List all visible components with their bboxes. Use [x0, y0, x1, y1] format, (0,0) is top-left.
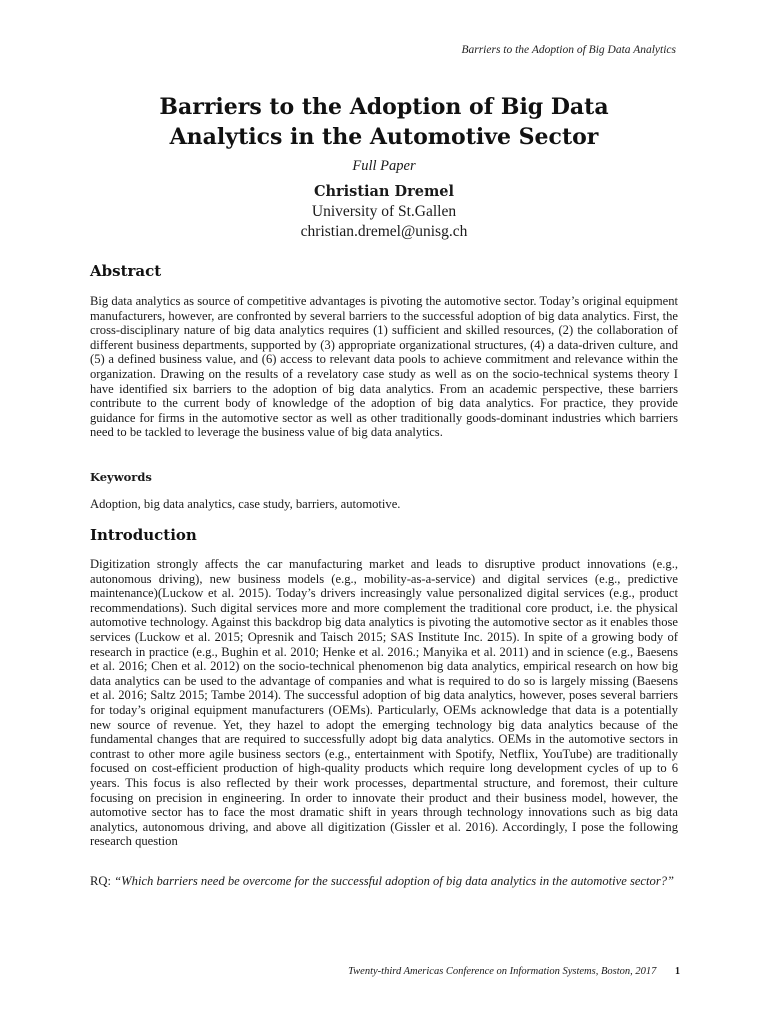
running-header: Barriers to the Adoption of Big Data Analytics [461, 44, 676, 56]
paper-title-line-1: Barriers to the Adoption of Big Data [159, 94, 609, 120]
research-question [90, 874, 678, 889]
author-email: christian.dremel@unisg.ch [300, 223, 468, 240]
author-block [80, 182, 688, 242]
paper-title-line-2: Analytics in the Automotive Sector [169, 124, 599, 150]
keywords-text: Adoption, big data analytics, case study, barriers, automotive. [90, 497, 401, 511]
author-affiliation: University of St.Gallen [311, 203, 457, 220]
rq-text: “Which barriers need be overcome for the successful adoption of big data analytics in the automotive sector?” [114, 874, 675, 888]
page-number: 1 [675, 966, 680, 977]
introduction-text: Digitization strongly affects the car manufacturing market and leads to disruptive product innovations (e.g., autonomous driving), new business models (e.g., mobility-as-a-service) and digital services (e.g., predictive maintenance)(Luckow et al. 2015). Today’s drivers increasingly value personalized digital services (e.g., product recommendations). Such digital services more and more complement the traditional core product, i.e. the physical automotive technology. Against this backdrop big data analytics is pivoting the automotive sector as it enables those services (Luckow et al. 2015; Opresnik and Taisch 2015; SAS Institute Inc. 2015). In spite of a growing body of research in practice (e.g., Bughin et al. 2010; Henke et al. 2016.; Manyika et al. 2011) and in science (e.g., Baesens et al. 2016; Chen et al. 2012) on the socio-technical phenomenon big data analytics, empirical research on how big data analytics can be used to the advantage of companies and what is required to do so is largely missing (Baesens et al. 2016; Saltz 2015; Tambe 2014). The successful adoption of big data analytics, however, poses several barriers for today’s original equipment manufacturers (OEMs). Particularly, OEMs acknowledge that data is a potentially new source of revenue. Yet, they hazel to adopt the emerging technology big data analytics because of the fundamental changes that are required to successfully adopt big data analytics. OEMs in the automotive sectors in contrast to other more agile business sectors (e.g., entertainment with Spotify, Netflix, YouTube) are traditionally focused on cost-efficient production of high-quality products which require long development cycles of up to 6 years. This focus is also reflected by their work processes, departmental structure, and foremost, their culture focusing on precision in engineering. In order to innovate their product and their business model, however, the automotive sector has to face the most dramatic shift in years through technology innovations such as big data analytics, autonomous driving, and above all digitization (Gissler et al. 2016). Accordingly, I pose the following research question [90, 557, 678, 849]
paper-type: Full Paper [352, 158, 416, 174]
keywords-heading: Keywords [90, 470, 152, 484]
author-name: Christian Dremel [313, 183, 455, 200]
abstract-text: Big data analytics as source of competitive advantages is pivoting the automotive sector. Today’s original equipment manufacturers, however, are confronted by several barriers to the successful adoption of big data analytics. First, the cross-disciplinary nature of big data analytics requires (1) sufficient and skilled resources, (2) the collaboration of different business departments, supported by (3) appropriate organizational structures, (4) a data-driven culture, and (5) a defined business value, and (6) access to relevant data pools to achieve commitment and relevance within the organization. Drawing on the results of a revelatory case study as well as on the socio-technical systems theory I have identified six barriers to the adoption of big data analytics. From an academic perspective, these barriers contribute to the current body of knowledge of the adoption of big data analytics. For practice, they provide guidance for firms in the automotive sector as well as other traditionally goods-dominant industries which barriers need to be tackled to leverage the business value of big data analytics. [90, 294, 678, 440]
page-footer [348, 966, 680, 977]
introduction-heading: Introduction [90, 526, 197, 544]
footer-conference: Twenty-third Americas Conference on Information Systems, Boston, 2017 [348, 966, 657, 977]
abstract-heading: Abstract [90, 262, 162, 280]
paper-title [80, 92, 688, 152]
rq-label: RQ: [90, 874, 115, 888]
